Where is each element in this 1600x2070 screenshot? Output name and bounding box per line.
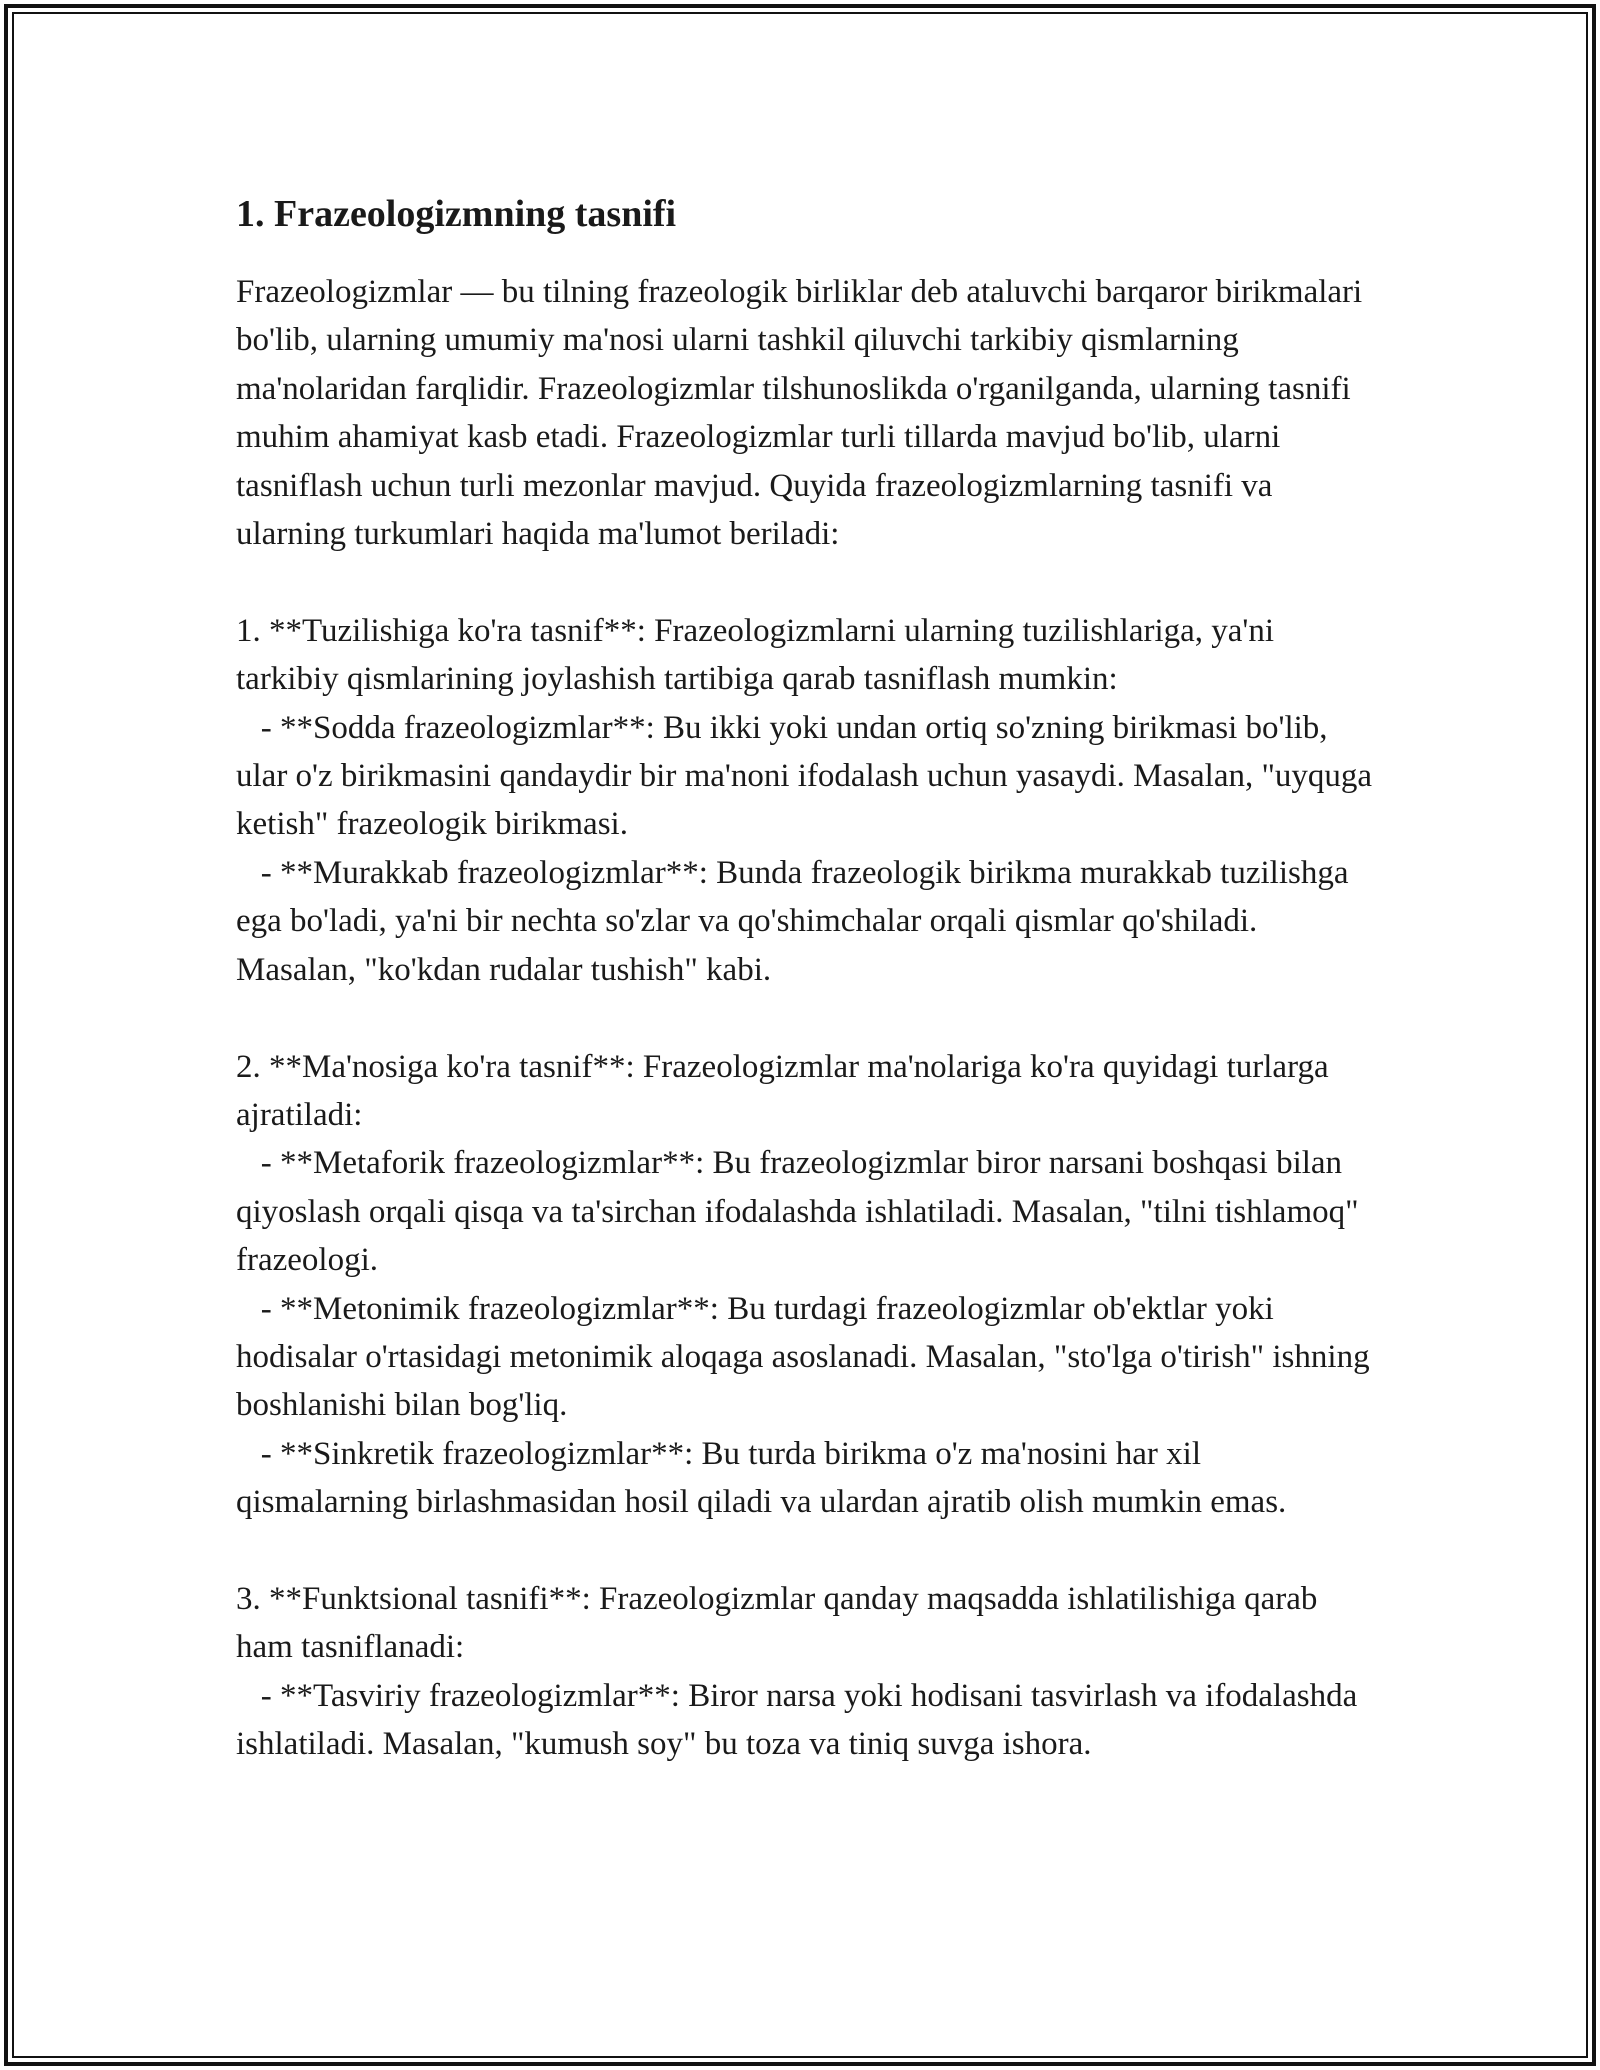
document-body [236, 190, 1376, 1769]
structure-classification-paragraph: 1. **Tuzilishiga ko'ra tasnif**: Frazeologizmlarni ularning tuzilishlariga, ya'ni tarkibiy qismlarining joylashish tartibiga qarab tasniflash mumkin: - **Sodda frazeologizmlar**: Bu ikki yoki undan ortiq so'zning birikmasi bo'lib, ular o'z birikmasini qandaydir bir ma'noni ifodalash uchun yasaydi. Masalan, "uyquga ketish" frazeologik birikmasi. - **Murakkab frazeologizmlar**: Bunda frazeologik birikma murakkab tuzilishga ega bo'ladi, ya'ni bir nechta so'zlar va qo'shimchalar orqali qismlar qo'shiladi. Masalan, "ko'kdan rudalar tushish" kabi. [236, 612, 1373, 988]
paragraph-spacer [236, 994, 1376, 1042]
functional-classification-paragraph: 3. **Funktsional tasnifi**: Frazeologizmlar qanday maqsadda ishlatilishiga qarab ham tasniflanadi: - **Tasviriy frazeologizmlar**: Biror narsa yoki hodisani tasvirlash va ifodalashda ishlatiladi. Masalan, "kumush soy" bu toza va tiniq suvga ishora. [236, 1580, 1358, 1763]
section-heading: 1. Frazeologizmning tasnifi [236, 193, 677, 235]
paragraph-spacer [236, 558, 1376, 606]
meaning-classification-paragraph: 2. **Ma'nosiga ko'ra tasnif**: Frazeologizmlar ma'nolariga ko'ra quyidagi turlarga ajratiladi: - **Metaforik frazeologizmlar**: Bu frazeologizmlar biror narsani boshqasi bilan qiyoslash orqali qisqa va ta'sirchan ifodalashda ishlatiladi. Masalan, "tilni tishlamoq" frazeologi. - **Metonimik frazeologizmlar**: Bu turdagi frazeologizmlar ob'ektlar yoki hodisalar o'rtasidagi metonimik aloqaga asoslanadi. Masalan, "sto'lga o'tirish" ishning boshlanishi bilan bog'liq. - **Sinkretik frazeologizmlar**: Bu turda birikma o'z ma'nosini har xil qismalarning birlashmasidan hosil qiladi va ulardan ajratib olish mumkin emas. [236, 1048, 1370, 1521]
intro-paragraph: Frazeologizmlar — bu tilning frazeologik birliklar deb ataluvchi barqaror birikmalari bo'lib, ularning umumiy ma'nosi ularni tashkil qiluvchi tarkibiy qismlarning ma'nolaridan farqlidir. Frazeologizmlar tilshunoslikda o'rganilganda, ularning tasnifi muhim ahamiyat kasb etadi. Frazeologizmlar turli tillarda mavjud bo'lib, ularni tasniflash uchun turli mezonlar mavjud. Quyida frazeologizmlarning tasnifi va ularning turkumlari haqida ma'lumot beriladi: [236, 274, 1371, 553]
paragraph-spacer [236, 1527, 1376, 1575]
